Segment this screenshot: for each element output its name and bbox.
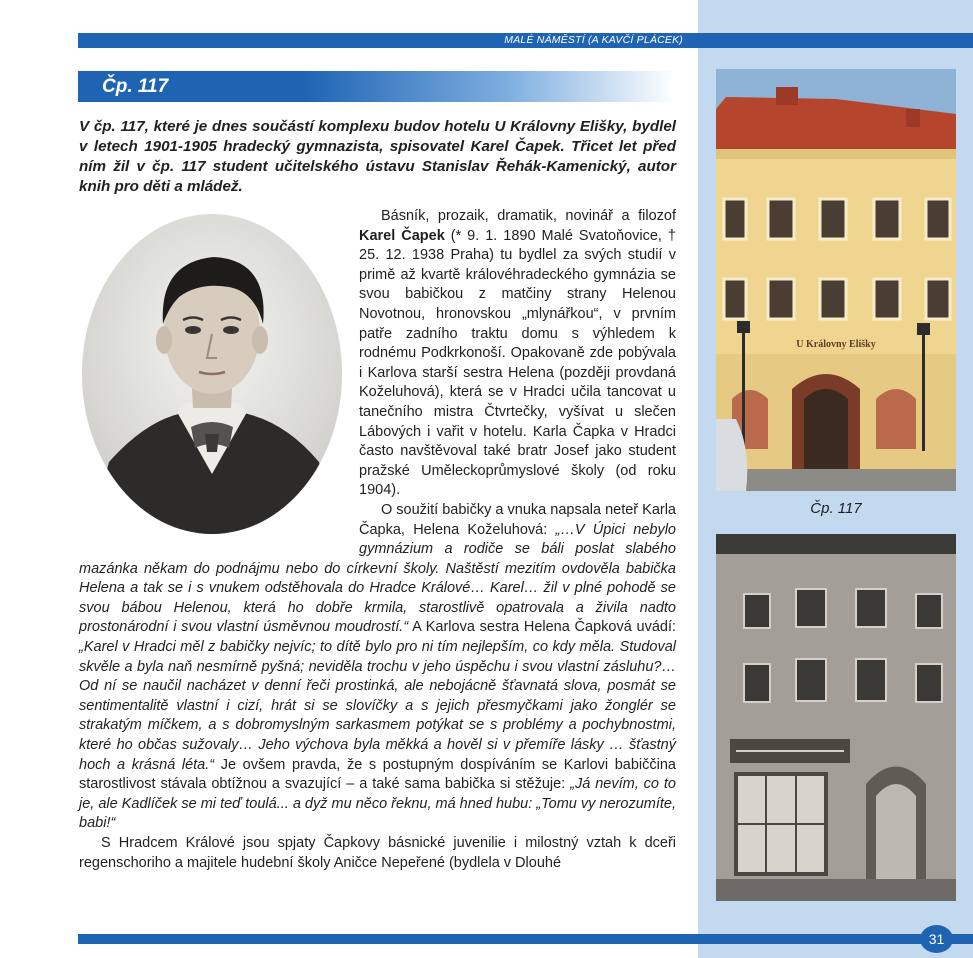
quote-italic: „Karel v Hradci měl z babičky nejvíc; to dítě bylo pro ni tím nejlepším, co kdy měla. Studoval skvěle a byla naň nesmírně pyšná; neviděla trochu v jeho úspěchu i svou vlastní zásluhu?…Od ní se naučil nacházet v denní řeči prostinká, ale nebojácně šťavnatá slova, posmát se sentimentalitě vlastní i cizí, hrát si se slovíčky a s jejich přesmyčkami jako žonglér se strakatým míčkem, a s dobromyslným sarkasmem potýkat se s problémy a pochybnostmi, které ho občas sužovaly… Jeho výchova byla měkká a hověl si v přemíře lásky … šťastný hoch a krásná léta.“	[79, 639, 676, 773]
body-text	[79, 207, 676, 873]
quote-italic: „Já nevím, co to je, ale Kadlíček se mi teď toulá... a dyž mu něco řeknu, má hned hubu: „Tomu vy nerozumíte, babi!“	[79, 776, 676, 832]
section-title: Čp. 117	[102, 76, 169, 97]
paragraph-3: S Hradcem Králové jsou spjaty Čapkovy básnické juvenilie i milostný vztah k dceři regenschoriho a majitele hudební školy Aničce Nepeřené (bydlela v Dlouhé	[79, 835, 676, 871]
quote-italic: „…V Úpici nebylo gymnázium a rodiče se báli poslat slabého mazánka někam do podnájmu nebo do církevní školy. Naštěstí mezitím ovdověla babička Helena a tak se i s vnukem odstěhovala do Hradce Králové… Karel… žil v plné pohodě se svou bábou Helenou, která ho dobře krmila, starostlivě opatrovala a živila nadto prostonárodní i svou vlastní úsměvnou moudrostí.“	[79, 521, 676, 636]
bold-name: Karel Čapek	[359, 227, 445, 244]
paragraph-2	[79, 501, 676, 834]
photo-caption: Čp. 117	[810, 500, 862, 517]
text-run: Básník, prozaik, dramatik, novinář a filozof	[381, 208, 676, 224]
section-heading	[78, 71, 675, 102]
portrait-float-space	[79, 207, 359, 541]
running-header	[78, 33, 973, 48]
text-run: (* 9. 1. 1890 Malé Svatoňovice, † 25. 12. 1938 Praha) tu bydlel za svých studií v primě až kvartě královéhradeckého gymnázia se svou babičkou z matčiny strany Helenou Novotnou, hronovskou „mlynářkou“, v prvním patře zadního traktu domu s výhledem k rodnému Podkrkonoší. Opakovaně zde pobývala i Karlova starší sestra Helena (později provdaná Koželuhová), která se v Hradci učila tancovat u tanečního mistra Čtvrtečky, vyšívat u slečen Lábových i vařit v hotelu. Karla Čapka v Hradci často navštěvoval také bratr Josef jako student pražské Uměleckoprůmyslové školy (od roku 1904).	[359, 227, 676, 499]
page-number: 31	[920, 925, 953, 953]
historic-building-photo	[716, 534, 956, 901]
lead-paragraph: V čp. 117, které je dnes součástí komplexu budov hotelu U Královny Elišky, bydlel v letech 1901-1905 hradecký gymnazista, spisovatel Karel Čapek. Třicet let před ním žil v čp. 117 student učitelského ústavu Stanislav Řehák-Kamenický, autor knih pro děti a mládež.	[79, 118, 676, 195]
hotel-sign: U Královny Elišky	[796, 339, 876, 350]
text-run: A Karlova sestra Helena Čapková uvádí:	[408, 619, 677, 636]
text-run: Je ovšem pravda, že s postupným dospíváním se Karlovi babiččina starostlivost stávala obtížnou a svazující – a také sama babička si stěžuje:	[79, 756, 676, 793]
hotel-building-photo	[716, 69, 956, 491]
running-title: MALÉ NÁMĚSTÍ (A KAVČÍ PLÁCEK)	[504, 34, 683, 46]
text-run: O soužití babičky a vnuka napsala neteř Karla Čapka, Helena Koželuhová:	[359, 501, 676, 538]
footer-bar	[78, 934, 973, 944]
